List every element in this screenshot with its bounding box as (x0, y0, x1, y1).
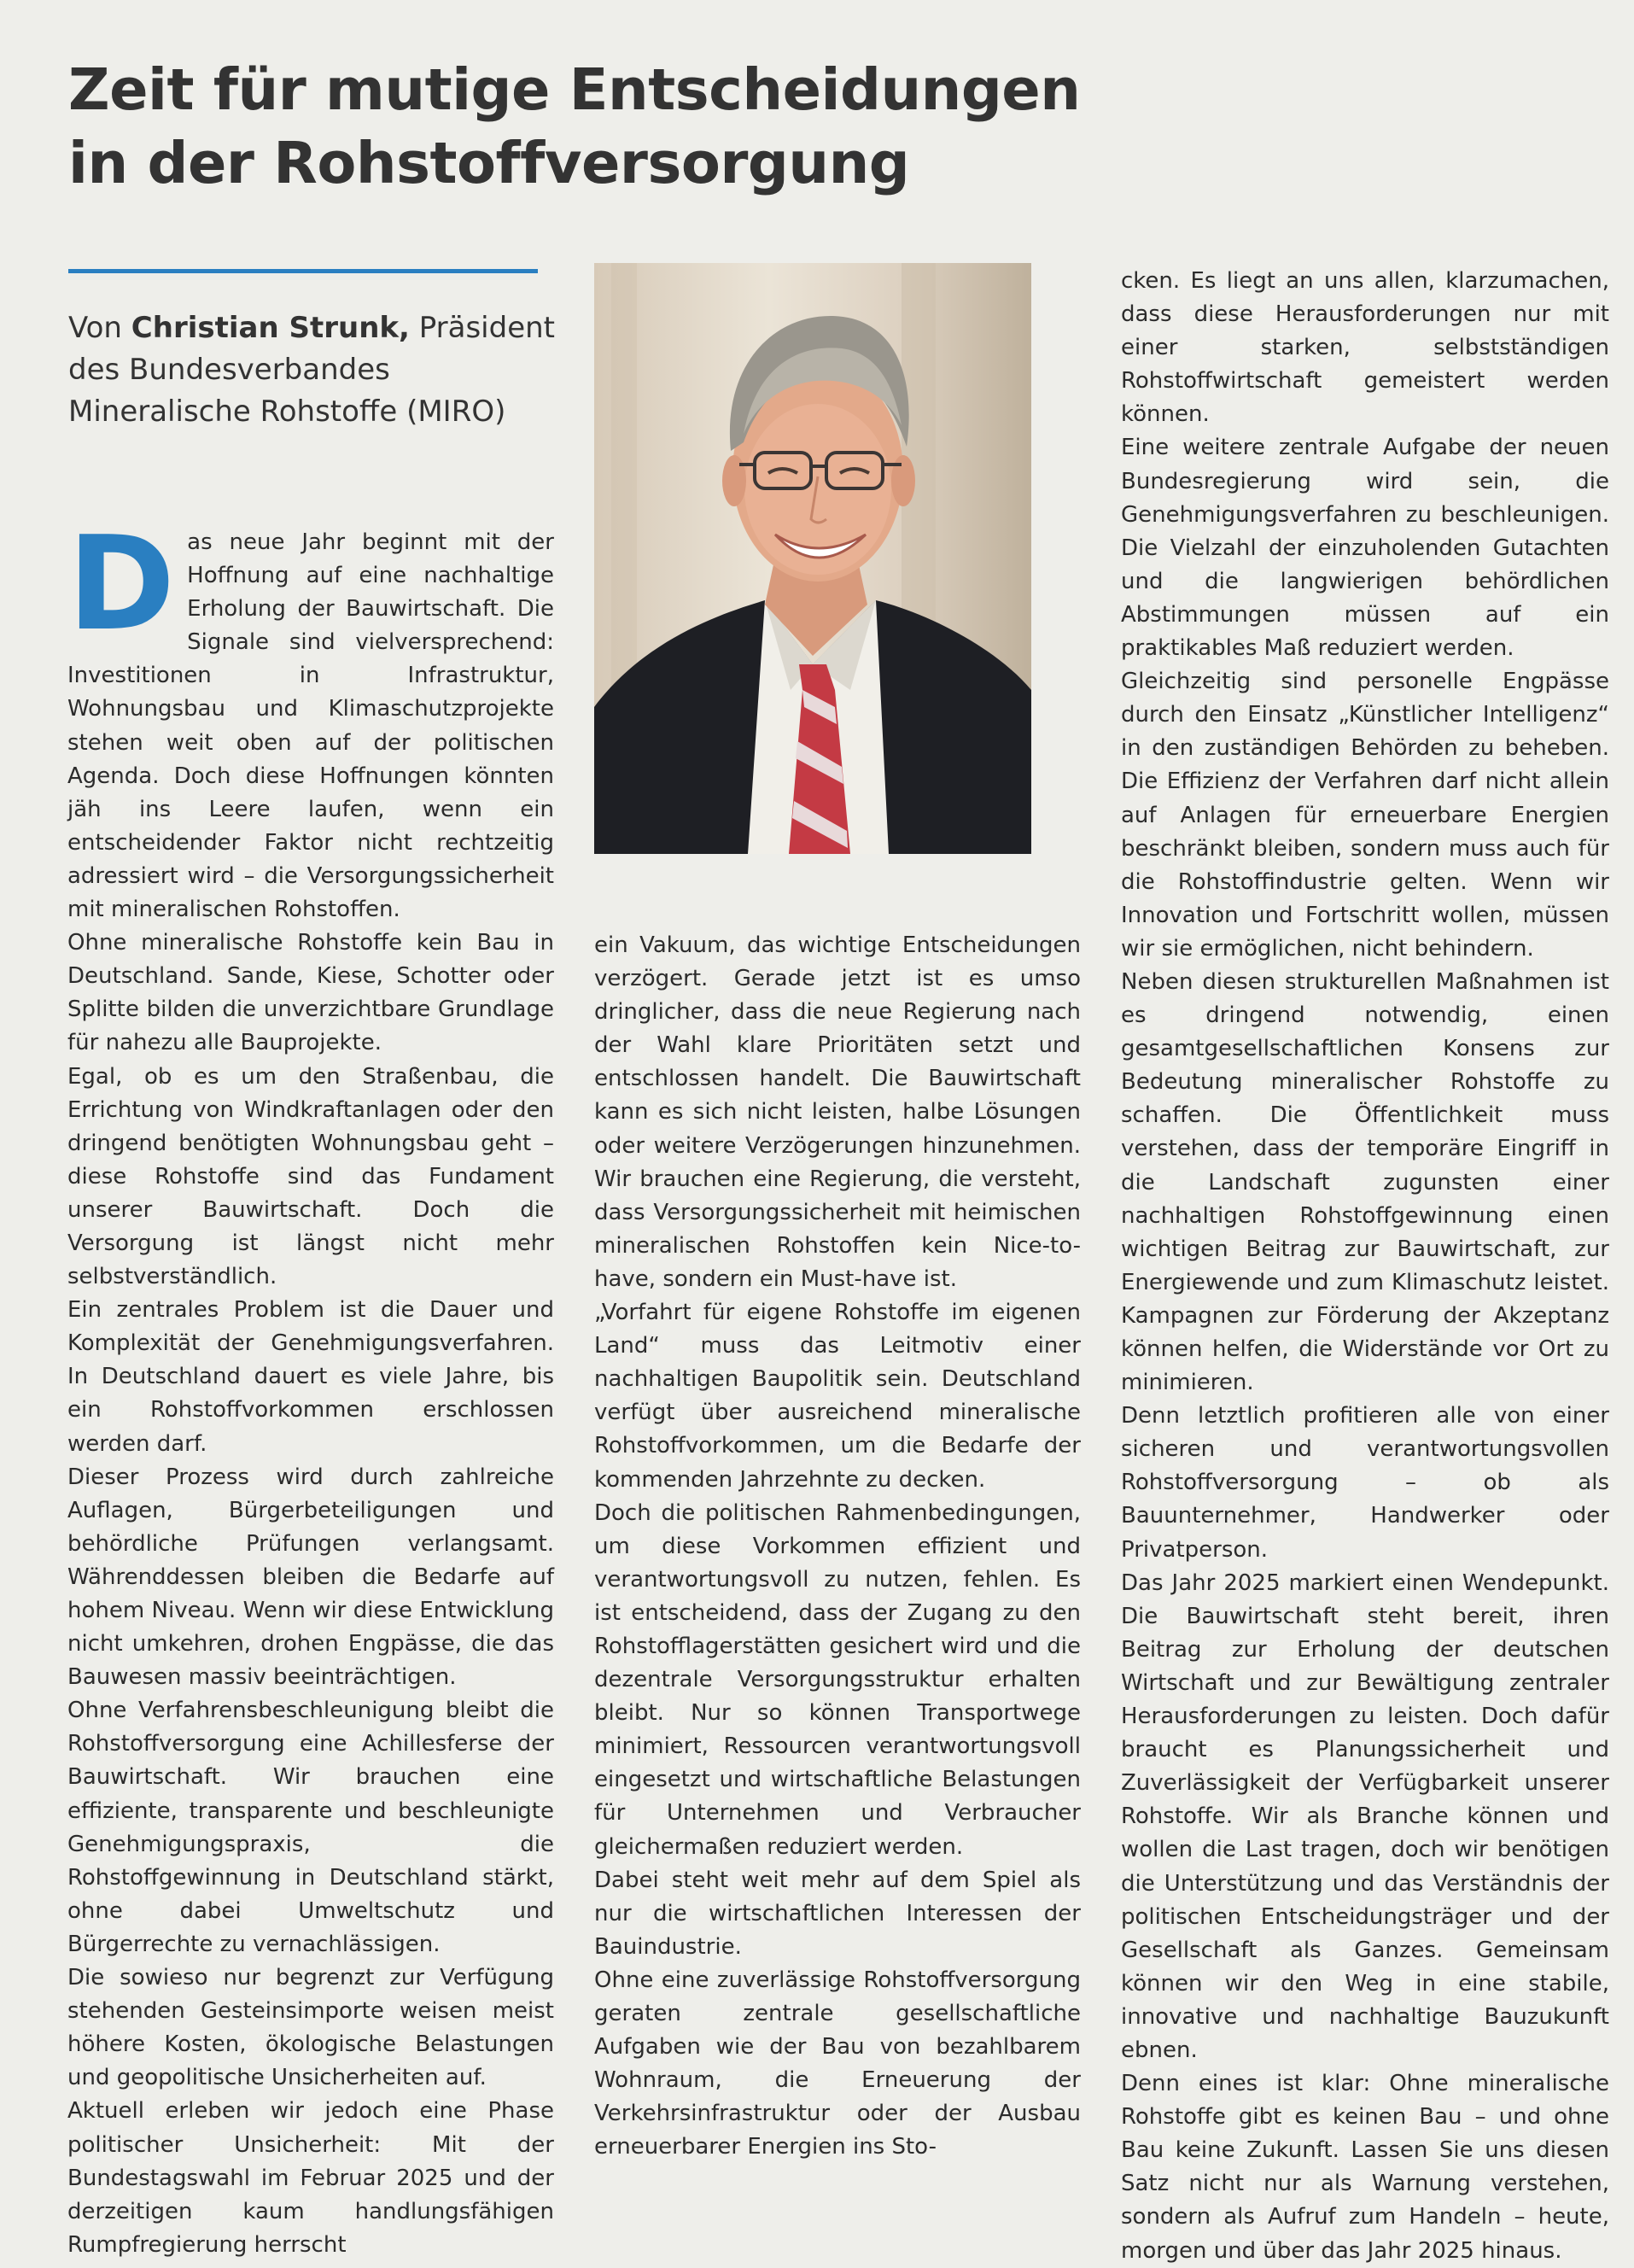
paragraph: ein Vakuum, das wichtige Entscheidungen verzögert. Gerade jetzt ist es umso dringlicher, dass die neue Regierung nach der Wahl klare Prioritäten setzt und entschlossen handelt. Die Bauwirtschaft kann es sich nicht leisten, halbe Lösungen oder weitere Verzögerungen hinzunehmen. Wir brauchen eine Regierung, die versteht, dass Versorgungssicherheit mit heimischen mineralischen Rohstoffen kein Nice-to-have, sondern ein Must-have ist. (594, 932, 1081, 1292)
paragraph: Doch die politischen Rahmenbedingungen, um diese Vorkommen effizient und verantwortungsvoll zu nutzen, fehlen. Es ist entscheidend, dass der Zugang zu den Rohstofflagerstätten gesichert wird und die dezentrale Versorgungsstruktur erhalten bleibt. Nur so können Transportwege minimiert, Ressourcen verantwortungsvoll eingesetzt und wirtschaftliche Belastungen für Unternehmen und Verbraucher gleichermaßen reduziert werden. (594, 1499, 1081, 1860)
title-line-1: Zeit für mutige Entscheidungen (68, 56, 1081, 123)
column-1 (67, 508, 554, 2262)
title-divider (68, 269, 538, 273)
column-2 (594, 929, 1081, 2164)
byline (68, 307, 563, 433)
paragraph: Neben diesen strukturellen Maßnahmen ist es dringend notwendig, einen gesamtgesellschaftlichen Konsens zur Bedeutung mineralischer Rohstoffe zu schaffen. Die Öffentlichkeit muss verstehen, dass der temporäre Eingriff in die Landschaft zugunsten einer nachhaltigen Rohstoffgewinnung einen wichtigen Beitrag zur Bauwirtschaft, zur Energiewende und zum Klimaschutz leistet. Kampagnen zur Förderung der Akzeptanz können helfen, die Widerstände vor Ort zu minimieren. (1121, 968, 1609, 1396)
paragraph: Ohne mineralische Rohstoffe kein Bau in Deutschland. Sande, Kiese, Schotter oder Splitte bilden die unverzichtbare Grundlage für nahezu alle Bauprojekte. (67, 930, 554, 1056)
paragraph: Egal, ob es um den Straßenbau, die Errichtung von Windkraftanlagen oder den dringend benötigten Wohnungsbau geht – diese Rohstoffe sind das Fundament unserer Bauwirtschaft. Doch die Versorgung ist längst nicht mehr selbstverständlich. (67, 1063, 554, 1290)
paragraph-text: as neue Jahr beginnt mit der Hoffnung auf eine nachhaltige Erholung der Bauwirtschaft. Die Signale sind vielversprechend: Investitionen in Infrastruktur, Wohnungsbau und Klimaschutzprojekte stehen weit oben auf der politischen Agenda. Doch diese Hoffnungen könnten jäh ins Leere laufen, wenn ein entscheidender Faktor nicht rechtzeitig adressiert wird – die Versorgungssicherheit mit mineralischen Rohstoffen. (67, 529, 554, 923)
paragraph: „Vorfahrt für eigene Rohstoffe im eigenen Land“ muss das Leitmotiv einer nachhaltigen Baupolitik sein. Deutschland verfügt über ausreichend mineralische Rohstoffvorkommen, um die Bedarfe der kommenden Jahrzehnte zu decken. (594, 1300, 1081, 1493)
article-title (68, 53, 1093, 200)
byline-prefix: Von (68, 311, 131, 345)
paragraph: Dabei steht weit mehr auf dem Spiel als nur die wirtschaftlichen Interessen der Bauindustrie. (594, 1867, 1081, 1960)
drop-cap: D (67, 508, 176, 659)
paragraph: Aktuell erleben wir jedoch eine Phase politischer Unsicherheit: Mit der Bundestagswahl im Februar 2025 und der derzeitigen kaum handlungsfähigen Rumpfregierung herrscht (67, 2098, 554, 2258)
title-line-2: in der Rohstoffversorgung (68, 130, 910, 196)
paragraph: Ohne eine zuverlässige Rohstoffversorgung geraten zentrale gesellschaftliche Aufgaben wie der Bau von bezahlbarem Wohnraum, die Erneuerung der Verkehrsinfrastruktur oder der Ausbau erneuerbarer Energien ins Sto- (594, 1967, 1081, 2160)
paragraph: Gleichzeitig sind personelle Engpässe durch den Einsatz „Künstlicher Intelligenz“ in den zuständigen Behörden zu beheben. Die Effizienz der Verfahren darf nicht allein auf Anlagen für erneuerbare Energien beschränkt bleiben, sondern muss auch für die Rohstoffindustrie gelten. Wenn wir Innovation und Fortschritt wollen, müssen wir sie ermöglichen, nicht behindern. (1121, 669, 1609, 962)
paragraph: Ohne Verfahrensbeschleunigung bleibt die Rohstoffversorgung eine Achillesferse der Bauwirtschaft. Wir brauchen eine effiziente, transparente und beschleunigte Genehmigungspraxis, die Rohstoffgewinnung in Deutschland stärkt, ohne dabei Umweltschutz und Bürgerrechte zu vernachlässigen. (67, 1698, 554, 1957)
column-3 (1121, 265, 1609, 2268)
paragraph: Dieser Prozess wird durch zahlreiche Auflagen, Bürgerbeteiligungen und behördliche Prüfungen verlangsamt. Währenddessen bleiben die Bedarfe auf hohem Niveau. Wenn wir diese Entwicklung nicht umkehren, drohen Engpässe, die das Bauwesen massiv beeinträchtigen. (67, 1464, 554, 1691)
author-portrait (594, 263, 1031, 854)
paragraph (67, 508, 554, 926)
portrait-illustration (594, 263, 1031, 854)
paragraph: Ein zentrales Problem ist die Dauer und Komplexität der Genehmigungsverfahren. In Deutschland dauert es viele Jahre, bis ein Rohstoffvorkommen erschlossen werden darf. (67, 1297, 554, 1457)
paragraph: Denn letztlich profitieren alle von einer sicheren und verantwortungsvollen Rohstoffversorgung – ob als Bauunternehmer, Handwerker oder Privatperson. (1121, 1403, 1609, 1563)
paragraph: cken. Es liegt an uns allen, klarzumachen, dass diese Herausforderungen nur mit einer starken, selbstständigen Rohstoffwirtschaft gemeistert werden können. (1121, 268, 1609, 428)
paragraph: Das Jahr 2025 markiert einen Wendepunkt. Die Bauwirtschaft steht bereit, ihren Beitrag zur Erholung der deutschen Wirtschaft und zur Bewältigung zentraler Herausforderungen zu leisten. Doch dafür braucht es Planungssicherheit und Zuverlässigkeit der Verfügbarkeit unserer Rohstoffe. Wir als Branche können und wollen die Last tragen, doch wir benötigen die Unterstützung und das Verständnis der politischen Entscheidungsträger und der Gesellschaft als Ganzes. Gemeinsam können wir den Weg in eine stabile, innovative und nachhaltige Bauzukunft ebnen. (1121, 1569, 1609, 2063)
author-name: Christian Strunk, (131, 311, 410, 345)
paragraph: Die sowieso nur begrenzt zur Verfügung stehenden Gesteinsimporte weisen meist höhere Kosten, ökologische Belastungen und geopolitische Unsicherheiten auf. (67, 1965, 554, 2091)
paragraph: Eine weitere zentrale Aufgabe der neuen Bundesregierung wird sein, die Genehmigungsverfahren zu beschleunigen. Die Vielzahl der einzuholenden Gutachten und die langwierigen behördlichen Abstimmungen müssen auf ein praktikables Maß reduziert werden. (1121, 435, 1609, 662)
paragraph: Denn eines ist klar: Ohne mineralische Rohstoffe gibt es keinen Bau – und ohne Bau keine Zukunft. Lassen Sie uns diesen Satz nicht nur als Warnung verstehen, sondern als Aufruf zum Handeln – heute, morgen und über das Jahr 2025 hinaus. (1121, 2071, 1609, 2264)
byline-rest: Präsident des Bundesverbandes Mineralische Rohstoffe (MIRO) (68, 311, 556, 429)
